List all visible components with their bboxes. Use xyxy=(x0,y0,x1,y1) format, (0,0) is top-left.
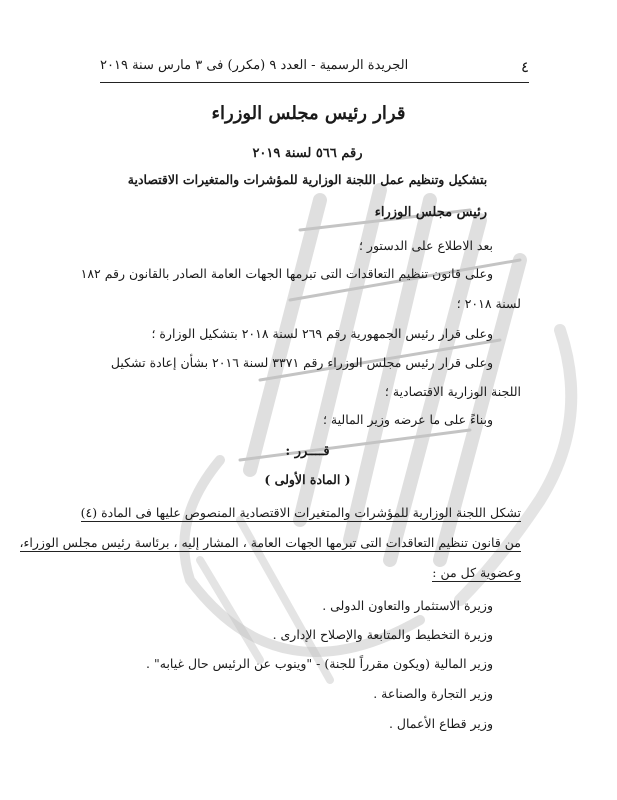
member-item: وزير المالية (ويكون مقرراً للجنة) - "وينوب عن الرئيس حال غيابه" . xyxy=(146,656,493,671)
decided-heading: قــــرر : xyxy=(285,444,330,459)
preamble-line: لسنة ٢٠١٨ ؛ xyxy=(456,296,521,311)
article-title: ( المادة الأولى ) xyxy=(264,472,351,487)
article-line-wrap xyxy=(94,565,521,582)
article-line-wrap xyxy=(19,535,521,552)
decree-issuer: رئيس مجلس الوزراء xyxy=(374,205,487,220)
decree-subject: بتشكيل وتنظيم عمل اللجنة الوزارية للمؤشرات والمتغيرات الاقتصادية xyxy=(127,172,488,187)
running-header xyxy=(100,58,529,83)
decree-title: قرار رئيس مجلس الوزراء xyxy=(211,103,406,124)
page-number: ٤ xyxy=(520,58,529,76)
preamble-line: وعلى قانون تنظيم التعاقدات التى تبرمها الجهات العامة الصادر بالقانون رقم ١٨٢ xyxy=(80,266,493,281)
article-line: من قانون تنظيم التعاقدات التى تبرمها الجهات العامة ، المشار إليه ، برئاسة رئيس مجلس الوزراء، xyxy=(19,535,521,550)
article-line: وعضوية كل من : xyxy=(432,565,521,580)
preamble-line: وعلى قرار رئيس مجلس الوزراء رقم ٣٣٧١ لسنة ٢٠١٦ بشأن إعادة تشكيل xyxy=(110,355,493,370)
member-item: وزير قطاع الأعمال . xyxy=(388,716,493,731)
preamble-line: بعد الاطلاع على الدستور ؛ xyxy=(358,238,493,253)
decree-number: رقم ٥٦٦ لسنة ٢٠١٩ xyxy=(252,146,363,161)
article-line: تشكل اللجنة الوزارية للمؤشرات والمتغيرات الاقتصادية المنصوص عليها فى المادة (٤) xyxy=(80,505,521,520)
preamble-line: اللجنة الوزارية الاقتصادية ؛ xyxy=(384,384,521,399)
preamble-line: وعلى قرار رئيس الجمهورية رقم ٢٦٩ لسنة ٢٠١٨ بتشكيل الوزارة ؛ xyxy=(151,326,493,341)
member-item: وزير التجارة والصناعة . xyxy=(373,686,493,701)
gazette-title: الجريدة الرسمية - العدد ٩ (مكرر) فى ٣ مارس سنة ٢٠١٩ xyxy=(100,58,409,73)
preamble-line: وبناءً على ما عرضه وزير المالية ؛ xyxy=(322,412,493,427)
member-item: وزيرة الاستثمار والتعاون الدولى . xyxy=(322,598,493,613)
member-item: وزيرة التخطيط والمتابعة والإصلاح الإدارى . xyxy=(272,627,493,642)
article-line-wrap xyxy=(80,505,521,522)
